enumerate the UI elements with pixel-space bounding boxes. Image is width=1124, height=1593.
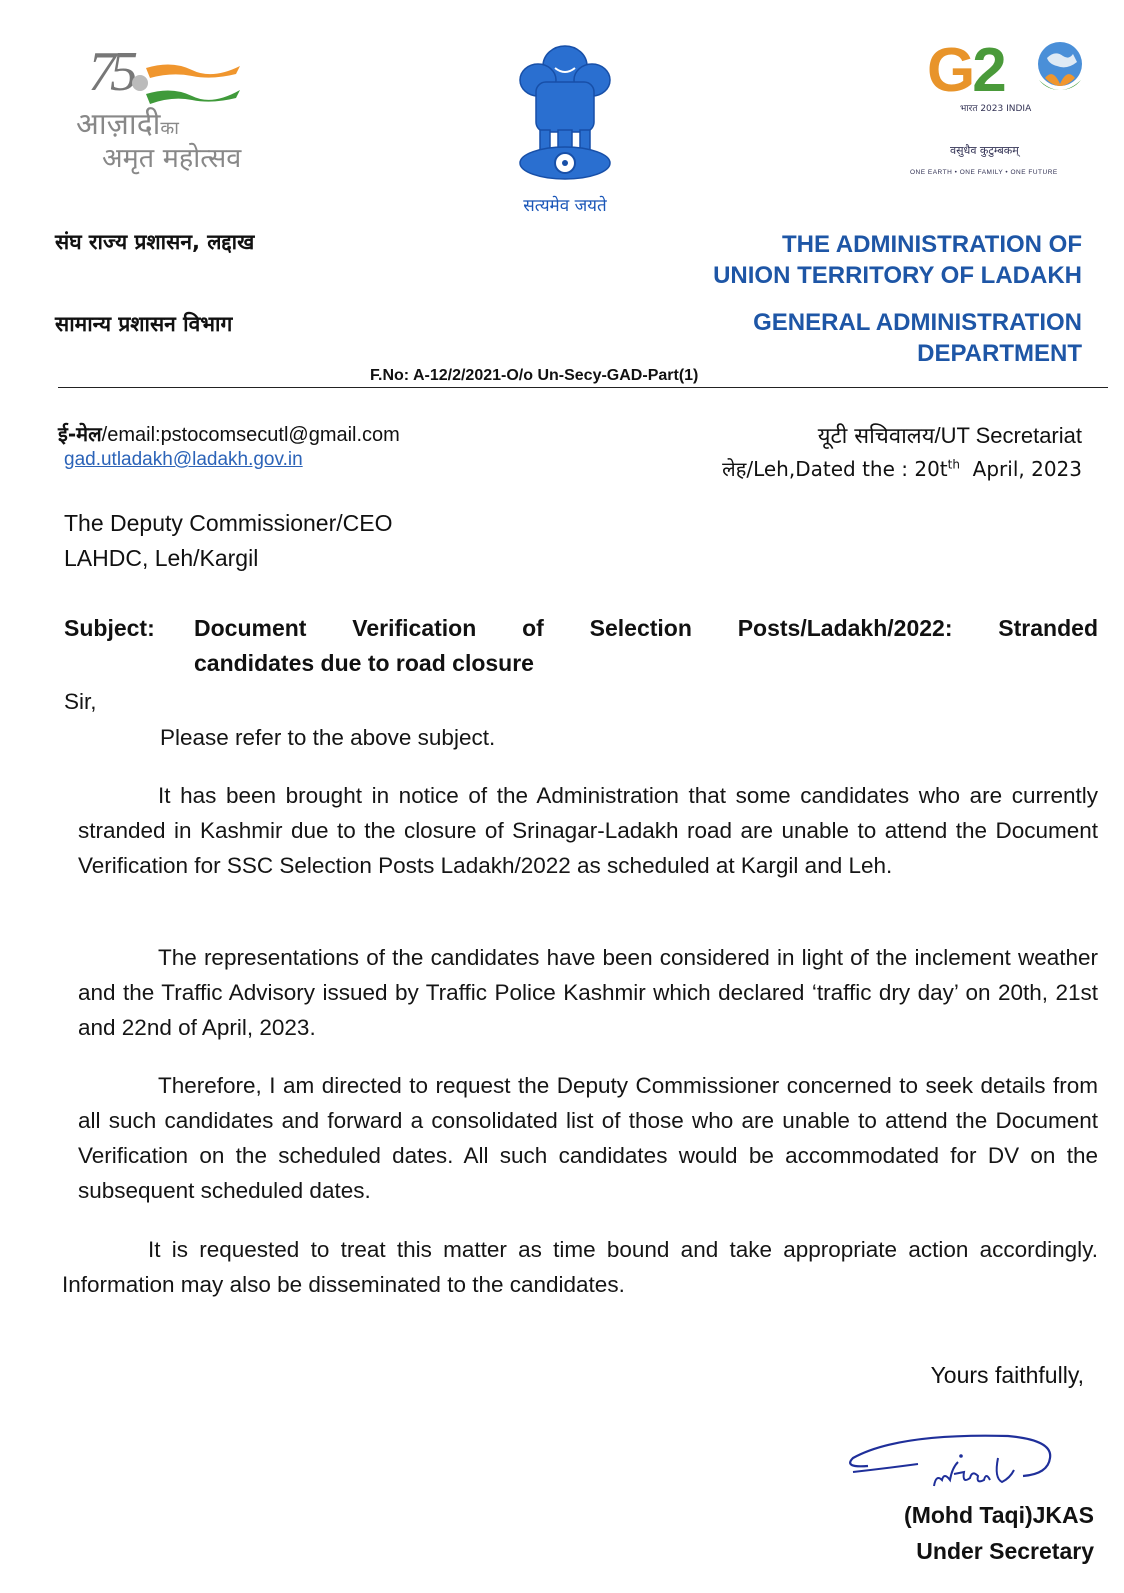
office-line (818, 420, 1082, 450)
g20-motto-hindi: वसुधैव कुटुम्बकम् (950, 144, 1019, 157)
national-emblem-icon (510, 38, 620, 188)
g20-logo (905, 35, 1105, 185)
email-label-english: /email: (101, 424, 161, 446)
azadi-number: 75 (88, 41, 132, 103)
salutation: Sir, (64, 689, 97, 714)
english-title-department (753, 307, 1082, 369)
dated-suffix: April, 2023 (959, 457, 1082, 481)
email-line (58, 420, 400, 447)
g20-digit-2: 2 (972, 36, 1004, 105)
email-label-hindi: ई-मेल (58, 422, 102, 446)
azadi-title-line1: आज़ादी (76, 107, 161, 142)
header-divider (58, 387, 1108, 388)
paragraph-3 (78, 940, 1098, 1045)
office-hindi: यूटी सचिवालय (817, 424, 935, 449)
place-hindi: लेह (722, 457, 747, 481)
azadi-title-line2: अमृत महोत्सव (102, 143, 242, 174)
paragraph-3-text: The representations of the candidates have been considered in light of the inclement weather and the Traffic Advisory issued by Traffic Police Kashmir which declared ‘traffic dry day’ on 20th, 21st and 22nd of April, 2023. (78, 945, 1098, 1040)
dated-prefix: /Leh,Dated the : 20t (746, 457, 948, 481)
g20-motto-english: ONE EARTH • ONE FAMILY • ONE FUTURE (910, 169, 1058, 176)
hindi-title-department: सामान्य प्रशासन विभाग (55, 312, 233, 336)
english-title-line4: DEPARTMENT (917, 340, 1082, 367)
paragraph-2 (78, 778, 1098, 883)
english-title-line3: GENERAL ADMINISTRATION (753, 309, 1082, 336)
g20-letter-g: G (927, 36, 973, 105)
hindi-title-administration: संघ राज्य प्रशासन, लद्दाख (55, 230, 255, 254)
email-secondary-link[interactable]: gad.utladakh@ladakh.gov.in (64, 449, 303, 470)
email-primary[interactable]: pstocomsecutl@gmail.com (160, 424, 400, 446)
paragraph-5-text: It is requested to treat this matter as time bound and take appropriate action accordingly. Information may also be disseminated to the candidates. (62, 1237, 1098, 1297)
paragraph-4 (78, 1068, 1098, 1208)
signatory-name: (Mohd Taqi)JKAS (904, 1502, 1094, 1528)
dated-sup: th (947, 457, 960, 472)
subject-line2: candidates due to road closure (194, 650, 534, 676)
closing: Yours faithfully, (930, 1362, 1084, 1388)
office-english: /UT Secretariat (934, 423, 1082, 448)
english-title-line2: UNION TERRITORY OF LADAKH (713, 262, 1082, 289)
subject-line1: Document Verification of Selection Posts/Ladakh/2022: Stranded (194, 615, 1098, 641)
national-emblem-logo (500, 38, 630, 218)
file-number: F.No: A-12/2/2021-O/o Un-Secy-GAD-Part(1) (370, 367, 699, 384)
addressee-line2: LAHDC, Leh/Kargil (64, 545, 259, 571)
g20-subtitle: भारत 2023 INDIA (960, 104, 1032, 114)
addressee-line1: The Deputy Commissioner/CEO (64, 510, 393, 536)
tricolor-flag-icon (132, 58, 242, 108)
signatory-designation: Under Secretary (916, 1538, 1094, 1564)
dated-line (722, 455, 1082, 482)
paragraph-2-text: It has been brought in notice of the Administration that some candidates who are currently stranded in Kashmir due to the closure of Srinagar-Ladakh road are unable to attend the Document Verification for SSC Selection Posts Ladakh/2022 as scheduled at Kargil and Leh. (78, 783, 1098, 878)
emblem-motto: सत्यमेव जयते (523, 196, 607, 216)
azadi-ka-amrit-mahotsav-logo (70, 40, 270, 174)
english-title-line1: THE ADMINISTRATION OF (782, 231, 1082, 258)
globe-lotus-icon (1033, 40, 1087, 100)
paragraph-5 (62, 1232, 1098, 1302)
paragraph-1: Please refer to the above subject. (160, 725, 496, 750)
paragraph-4-text: Therefore, I am directed to request the Deputy Commissioner concerned to seek details from all such candidates and forward a consolidated list of those who are unable to attend the Document Verification on the scheduled dates. All such candidates would be accommodated for DV on the subsequent scheduled dates. (78, 1073, 1098, 1203)
handwritten-signature-icon (838, 1428, 1068, 1498)
subject-label: Subject: (64, 615, 155, 641)
subject-block (64, 615, 1098, 676)
azadi-title-ka: का (160, 118, 179, 139)
english-title-administration (713, 229, 1082, 291)
